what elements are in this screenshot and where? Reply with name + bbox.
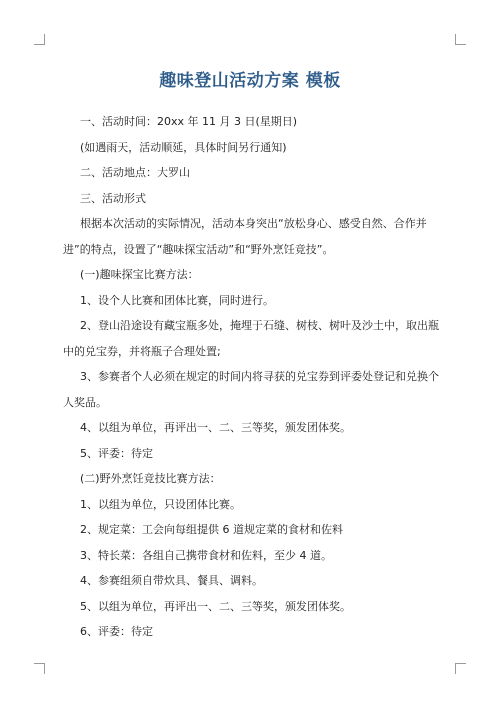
paragraph-cooking-rule-6: 6、评委：待定 [80,625,153,638]
paragraph-treasure-rule-1: 1、设个人比赛和团体比赛，同时进行。 [80,293,274,307]
paragraph-cooking-method: (二)野外烹饪竞技比赛方法： [80,472,221,485]
paragraph-treasure-rule-3: 3、参赛者个人必须在规定的时间内将寻获的兑宝券到评委处登记和兑换个人奖品。 [63,370,439,409]
crop-mark-bottom-left [34,663,45,674]
paragraph-rain-note: (如遇雨天，活动顺延，具体时间另行通知) [80,140,287,154]
paragraph-activity-time: 一、活动时间：20xx 年 11 月 3 日(星期日) [80,115,298,128]
crop-mark-top-left [34,34,45,45]
paragraph-activity-location: 二、活动地点：大罗山 [80,166,190,179]
paragraph-cooking-rule-1: 1、以组为单位，只设团体比赛。 [80,497,241,511]
crop-mark-top-right [455,34,466,45]
paragraph-treasure-rule-5: 5、评委：待定 [80,446,153,460]
paragraph-cooking-rule-3: 3、特长菜：各组自己携带食材和佐料，至少 4 道。 [80,548,332,562]
paragraph-cooking-rule-5: 5、以组为单位，再评出一、二、三等奖，颁发团体奖。 [80,599,351,613]
document-title: 趣味登山活动方案 模板 [159,71,341,91]
paragraph-activity-form: 三、活动形式 [80,191,146,205]
document-body [63,109,443,645]
paragraph-form-description: 根据本次活动的实际情况，活动本身突出“放松身心、感受自然、合作并进”的特点，设置了“趣味探宝活动”和“野外烹饪竞技”。 [63,217,427,256]
paragraph-cooking-rule-2: 2、规定菜：工会向每组提供 6 道规定菜的食材和佐料 [80,523,343,536]
paragraph-treasure-method: (一)趣味探宝比赛方法： [80,268,199,281]
crop-mark-bottom-right [455,663,466,674]
paragraph-cooking-rule-4: 4、参赛组须自带炊具、餐具、调料。 [80,574,263,587]
paragraph-treasure-rule-4: 4、以组为单位，再评出一、二、三等奖，颁发团体奖。 [80,421,351,434]
paragraph-treasure-rule-2: 2、登山沿途设有藏宝瓶多处，掩埋于石缝、树枝、树叶及沙土中，取出瓶中的兑宝券，并将瓶子合理处置; [63,319,439,358]
